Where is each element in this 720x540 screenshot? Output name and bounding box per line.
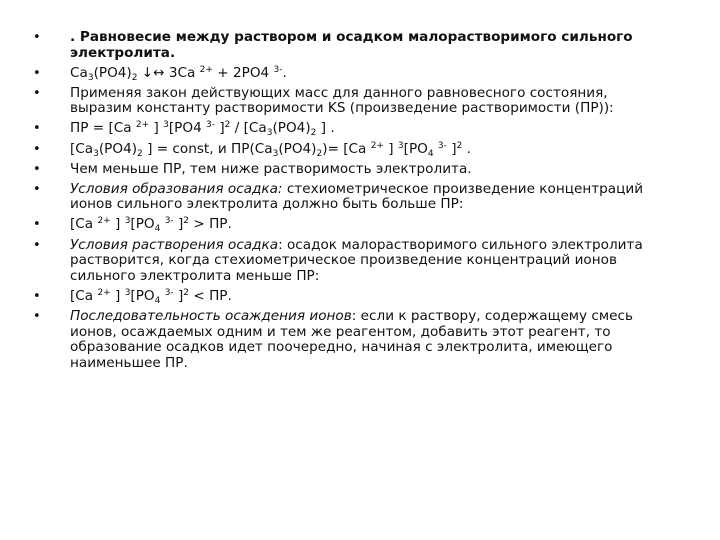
text-run: ]	[383, 140, 398, 157]
subscript: 3	[87, 72, 94, 83]
text-run: ПР = [Ca	[70, 120, 136, 137]
text-run: стехиометрическое произведение концентраций ионов сильного электролита должно быть больше ПР:	[70, 180, 644, 213]
text-run: > ПР.	[189, 216, 232, 233]
text-run: [Ca	[70, 287, 98, 304]
bullet-icon: •	[33, 181, 41, 197]
subscript: 4	[154, 224, 161, 235]
superscript: 3-	[164, 216, 174, 227]
bullet-icon: •	[33, 141, 41, 157]
text-run: [PO	[403, 140, 428, 157]
subscript: 3	[93, 148, 99, 159]
text-run: / [Ca	[230, 120, 267, 137]
superscript: 3-	[164, 287, 174, 298]
text-run: [Ca	[70, 216, 98, 233]
subscript: 2	[316, 148, 323, 159]
text-run: .	[462, 140, 471, 157]
bullet-list	[33, 30, 673, 376]
superscript: 3-	[206, 120, 216, 131]
subscript: 3	[266, 128, 273, 139]
superscript: 2+	[97, 287, 111, 298]
italic-term: Условия образования осадка:	[70, 180, 283, 197]
item-text: Применяя закон действующих масс для данного равновесного состояния, выразим константу растворимости KS (произведение растворимости (ПР)):	[70, 84, 614, 117]
list-item	[33, 309, 673, 371]
list-item	[33, 86, 673, 117]
text-run: (PO4)	[93, 64, 132, 81]
list-item	[33, 182, 673, 213]
superscript: 3	[163, 120, 169, 131]
bullet-icon: •	[33, 217, 41, 233]
text-run: + 2PO4	[212, 64, 274, 81]
list-item	[33, 238, 673, 285]
text-run: .	[282, 64, 287, 81]
text-run: ]	[110, 287, 125, 304]
superscript: 3	[124, 216, 131, 227]
list-item	[33, 142, 673, 158]
superscript: 3	[397, 140, 404, 151]
text-run: [PO	[130, 287, 155, 304]
subscript: 2	[137, 148, 143, 159]
superscript: 2	[183, 287, 190, 298]
text-run: ]	[215, 120, 225, 137]
superscript: 2	[224, 120, 231, 131]
superscript: 2+	[97, 216, 111, 227]
text-run: ]	[110, 216, 125, 233]
italic-term: Последовательность осаждения ионов	[70, 307, 352, 324]
list-item	[33, 289, 673, 305]
list-item	[33, 162, 673, 178]
text-run: ]	[446, 140, 457, 157]
bullet-icon: •	[33, 85, 41, 101]
bullet-icon: •	[33, 121, 41, 137]
text-run: ] .	[316, 120, 335, 137]
list-item	[33, 217, 673, 233]
text-run: ]	[149, 120, 164, 137]
list-item	[33, 30, 673, 61]
text-run: < ПР.	[189, 287, 232, 304]
italic-term: Условия растворения осадка	[70, 236, 279, 253]
superscript: 3-	[437, 140, 447, 151]
list-item	[33, 66, 673, 82]
text-run: [PO	[130, 216, 155, 233]
superscript: 3	[124, 287, 131, 298]
text-run: [Ca	[70, 140, 94, 157]
item-text: . Равновесие между раствором и осадком малорастворимого сильного электролита.	[70, 29, 633, 61]
text-run: ]	[173, 216, 184, 233]
superscript: 3-	[273, 64, 283, 75]
text-run: (PO4)	[98, 140, 138, 157]
text-run: ]	[173, 287, 184, 304]
bullet-icon: •	[33, 30, 41, 45]
text-run: [PO4	[168, 120, 207, 137]
text-run: ↓↔ 3Ca	[137, 64, 200, 81]
text-run: )= [Ca	[322, 140, 371, 157]
text-run: : осадок малорастворимого сильного электролита растворится, когда стехиометрическое произведение концентраций ионов сильного электролита меньше ПР:	[70, 236, 643, 284]
subscript: 3	[272, 148, 279, 159]
text-run: (PO4)	[278, 140, 317, 157]
superscript: 2	[183, 216, 190, 227]
superscript: 2+	[199, 64, 213, 75]
list-item	[33, 121, 673, 137]
bullet-icon: •	[33, 237, 41, 253]
text-run: (PO4)	[272, 120, 311, 137]
bullet-icon: •	[33, 161, 41, 177]
subscript: 4	[427, 148, 434, 159]
superscript: 2+	[135, 120, 150, 131]
subscript: 4	[154, 295, 161, 306]
superscript: 2	[456, 140, 463, 151]
text-run: : если к раствору, содержащему смесь ионов, осаждаемых одним и тем же реагентом, добавить этот реагент, то образование осадков идет поочередно, начиная с электролита, имеющего наименьшее ПР.	[70, 307, 633, 371]
text-run: ] = const, и ПР(Ca	[142, 140, 273, 157]
bullet-icon: •	[33, 308, 41, 324]
bullet-icon: •	[33, 288, 41, 304]
subscript: 2	[310, 128, 317, 139]
text-run: Ca	[70, 64, 88, 81]
item-text: Чем меньше ПР, тем ниже растворимость электролита.	[70, 160, 472, 177]
bullet-icon: •	[33, 65, 41, 81]
superscript: 2+	[370, 140, 384, 151]
subscript: 2	[131, 72, 138, 83]
